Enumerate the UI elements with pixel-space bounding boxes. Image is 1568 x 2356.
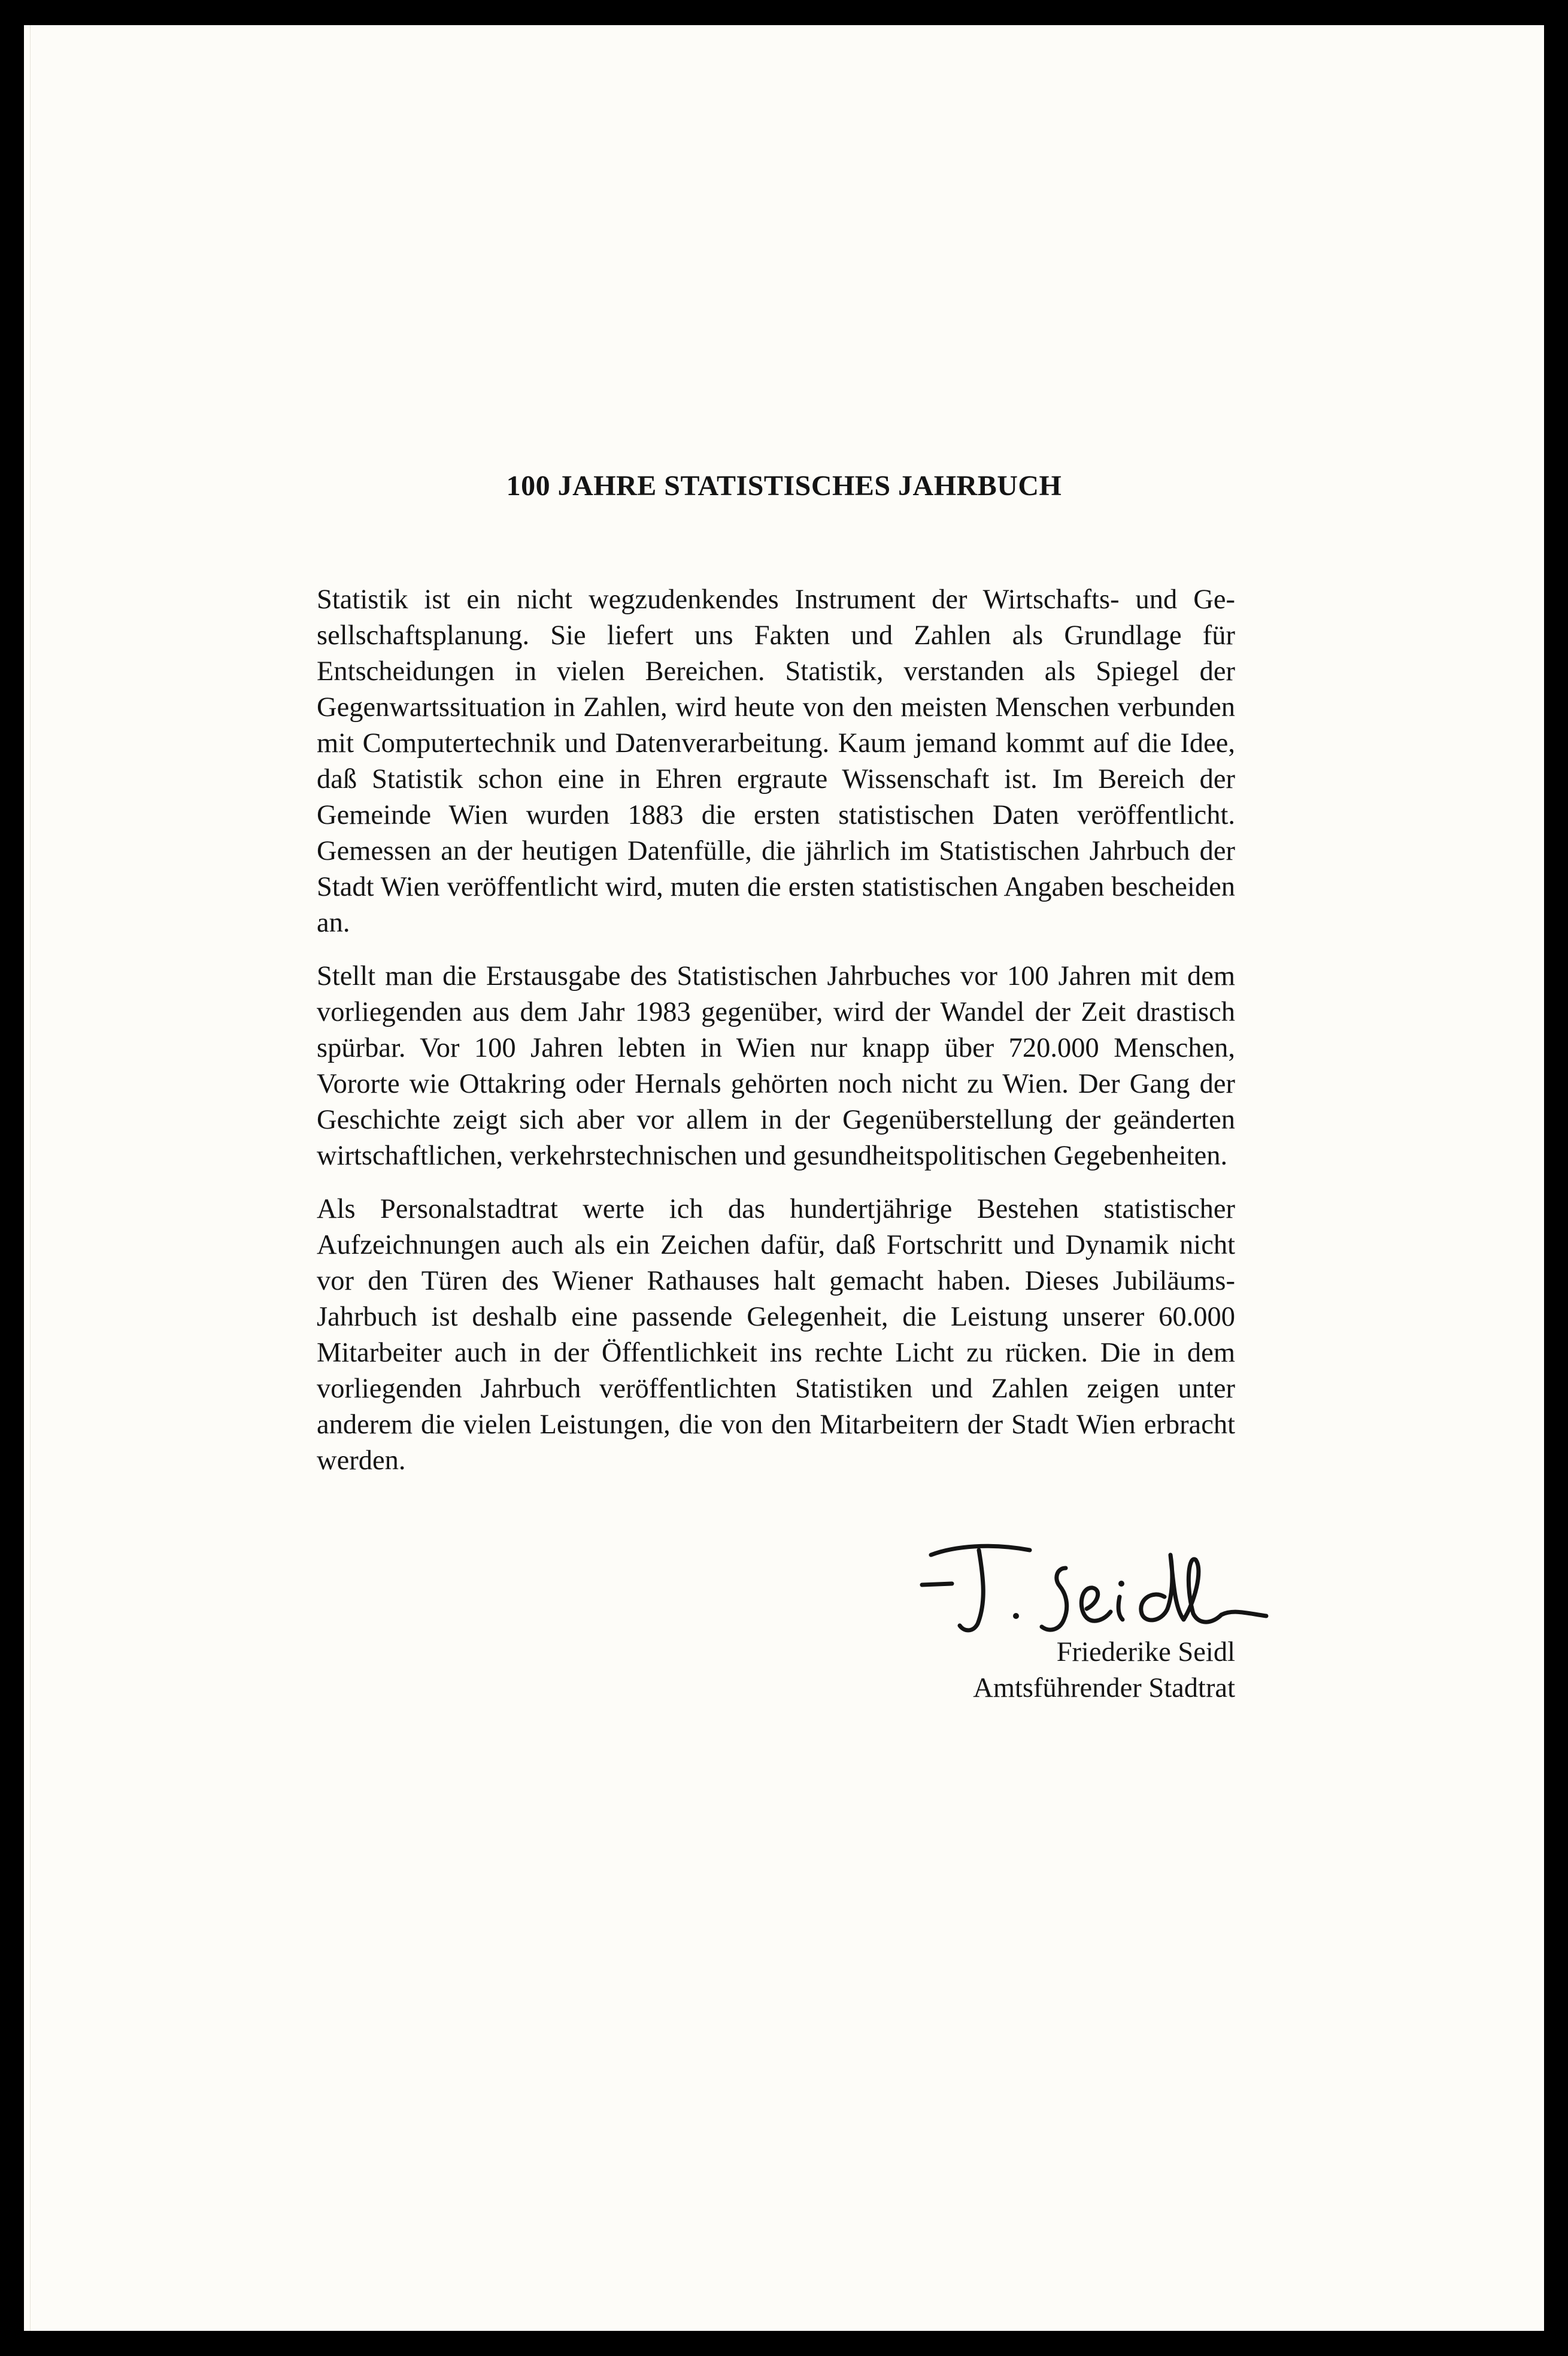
handwritten-signature: [907, 1513, 1278, 1651]
page-edge-line: [30, 25, 31, 2331]
signer-name: Friederike Seidl: [1056, 1637, 1235, 1667]
paragraph-2: Stellt man die Erstausgabe des Statistischen Jahrbuches vor 100 Jahren mit dem vorliegenden aus dem Jahr 1983 gegenüber, wird der Wandel der Zeit drastisch spürbar. Vor 100 Jahren lebten in Wien nur knapp über 720.000 Menschen, Vororte wie Ottakring oder Hernals gehörten noch nicht zu Wien. Der Gang der Geschichte zeigt sich aber vor allem in der Gegenüberstellung der geänderten wirtschaftlichen, verkehrstechnischen und gesundheitspolitischen Gegebenheiten.: [317, 961, 1235, 1171]
page-title: 100 JAHRE STATISTISCHES JAHRBUCH: [506, 470, 1062, 502]
paragraph-3: Als Personalstadtrat werte ich das hundertjährige Bestehen statistischer Aufzeichnungen auch als ein Zeichen dafür, daß Fortschritt und Dynamik nicht vor den Türen des Wiener Rathauses halt gemacht haben. Dieses Jubiläums-Jahrbuch ist deshalb eine passende Gelegenheit, die Leistung unserer 60.000 Mitarbeiter auch in der Öffentlichkeit ins rechte Licht zu rücken. Die in dem vorliegenden Jahrbuch veröffentlichten Statistiken und Zahlen zeigen unter anderem die vielen Leistungen, die von den Mitarbeitern der Stadt Wien erbracht werden.: [317, 1194, 1235, 1476]
paragraph-1: Statistik ist ein nicht wegzudenkendes Instrument der Wirtschafts- und Gesellschaftsplanung. Sie liefert uns Fakten und Zahlen als Grundlage für Entscheidungen in vielen Bereichen. Statistik, verstanden als Spiegel der Gegenwartssituation in Zahlen, wird heute von den meisten Menschen verbunden mit Computertechnik und Datenverarbeitung. Kaum jemand kommt auf die Idee, daß Statistik schon eine in Ehren ergraute Wissenschaft ist. Im Bereich der Gemeinde Wien wurden 1883 die ersten statistischen Daten veröffentlicht. Gemessen an der heutigen Datenfülle, die jährlich im Statistischen Jahrbuch der Stadt Wien veröffentlicht wird, muten die ersten statistischen Angaben bescheiden an.: [317, 584, 1235, 938]
document-page: [24, 25, 1544, 2331]
body-text: [317, 582, 1235, 1496]
signer-block: [742, 1635, 1235, 1706]
signer-position: Amtsführender Stadtrat: [973, 1673, 1235, 1703]
